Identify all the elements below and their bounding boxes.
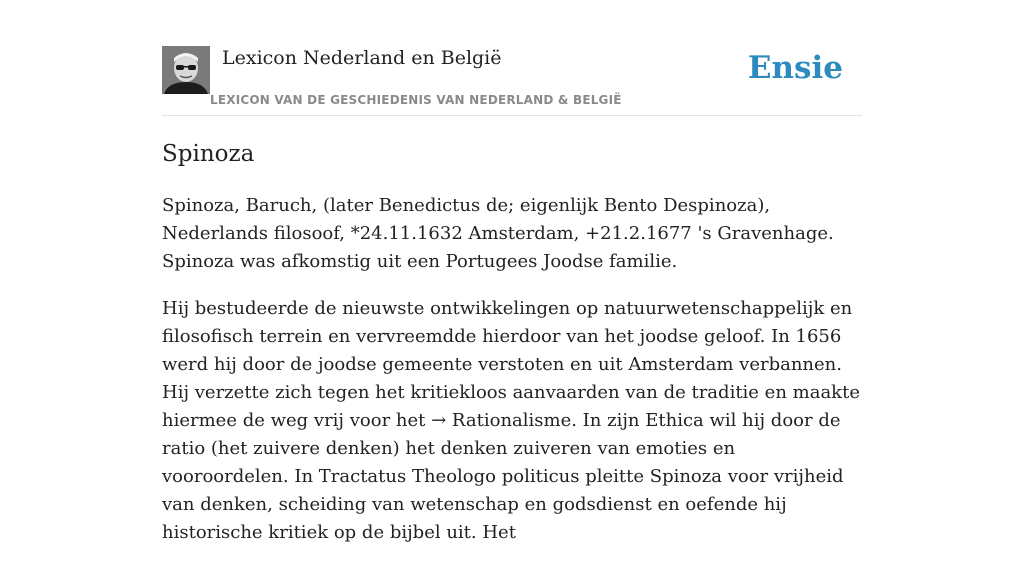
article-paragraph-2 — [162, 295, 862, 547]
rationalisme-link[interactable]: → Rationalisme — [431, 410, 572, 431]
page-title: Spinoza — [162, 141, 255, 167]
article-content — [162, 138, 862, 566]
avatar-portrait — [162, 46, 210, 94]
lexicon-header — [162, 46, 862, 116]
author-avatar[interactable] — [162, 46, 210, 94]
article-body — [162, 192, 862, 547]
lexicon-name-link[interactable]: Lexicon Nederland en België — [222, 47, 502, 69]
paragraph-2-text-start: Hij bestudeerde de nieuwste ontwikkelingen op natuurwetenschappelijk en filosofisch terrein en vervreemdde hierdoor van het joodse geloof. In 1656 werd hij door de joodse gemeente verstoten en uit Amsterdam verbannen. Hij verzette zich tegen het kritiekloos aanvaarden van de traditie en maakte hiermee de weg vrij voor het — [162, 298, 860, 431]
paragraph-2-text-end: . In zijn Ethica wil hij door de ratio (het zuivere denken) het denken zuiveren van emoties en vooroordelen. In Tractatus Theologo politicus pleitte Spinoza voor vrijheid van denken, scheiding van wetenschap en godsdienst en oefende hij historische kritiek op de bijbel uit. Het — [162, 410, 844, 543]
article-paragraph-1: Spinoza, Baruch, (later Benedictus de; eigenlijk Bento Despinoza), Nederlands filosoof, *24.11.1632 Amsterdam, +21.2.1677 's Gravenhage. Spinoza was afkomstig uit een Portugees Joodse familie. — [162, 195, 834, 272]
lexicon-tagline: LEXICON VAN DE GESCHIEDENIS VAN NEDERLAND & BELGIË — [210, 93, 622, 107]
ensie-logo[interactable]: Ensie — [747, 50, 843, 86]
